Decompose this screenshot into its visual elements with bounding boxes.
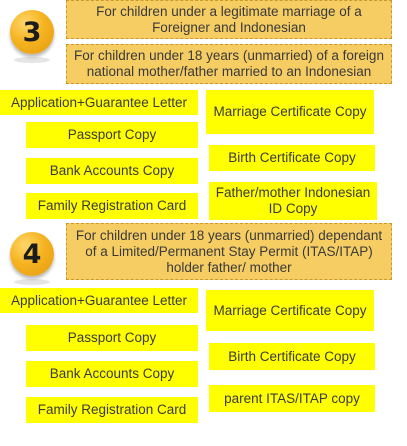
s4-birth-certificate-copy: Birth Certificate Copy <box>209 343 375 370</box>
s4-application-guarantee-letter: Application+Guarantee Letter <box>0 288 198 313</box>
s4-bank-accounts-copy: Bank Accounts Copy <box>26 361 198 387</box>
s3-marriage-certificate-copy: Marriage Certificate Copy <box>206 90 374 134</box>
s4-marriage-certificate-copy: Marriage Certificate Copy <box>206 290 374 331</box>
s3-father-mother-indonesian-id-copy: Father/mother Indonesian ID Copy <box>209 182 377 220</box>
section-4-header: For children under 18 years (unmarried) dependant of a Limited/Permanent Stay Permit (ITAS/ITAP) holder father/ mother <box>66 223 392 280</box>
s4-passport-copy: Passport Copy <box>26 325 198 351</box>
section-3-number: 3 <box>22 16 42 48</box>
section-3-number-badge <box>10 10 54 54</box>
section-4-number: 4 <box>22 238 42 270</box>
s4-parent-itas-itap-copy: parent ITAS/ITAP copy <box>209 385 375 412</box>
s3-birth-certificate-copy: Birth Certificate Copy <box>209 145 375 171</box>
s3-bank-accounts-copy: Bank Accounts Copy <box>26 158 198 184</box>
s3-passport-copy: Passport Copy <box>26 122 198 148</box>
section-3-header-1: For children under a legitimate marriage of a Foreigner and Indonesian <box>66 0 392 39</box>
s3-family-registration-card: Family Registration Card <box>26 193 198 219</box>
section-3-header-2: For children under 18 years (unmarried) of a foreign national mother/father married to an Indonesian <box>66 44 392 84</box>
section-4-number-badge <box>10 232 54 276</box>
s3-application-guarantee-letter: Application+Guarantee Letter <box>0 90 198 115</box>
s4-family-registration-card: Family Registration Card <box>26 397 198 423</box>
